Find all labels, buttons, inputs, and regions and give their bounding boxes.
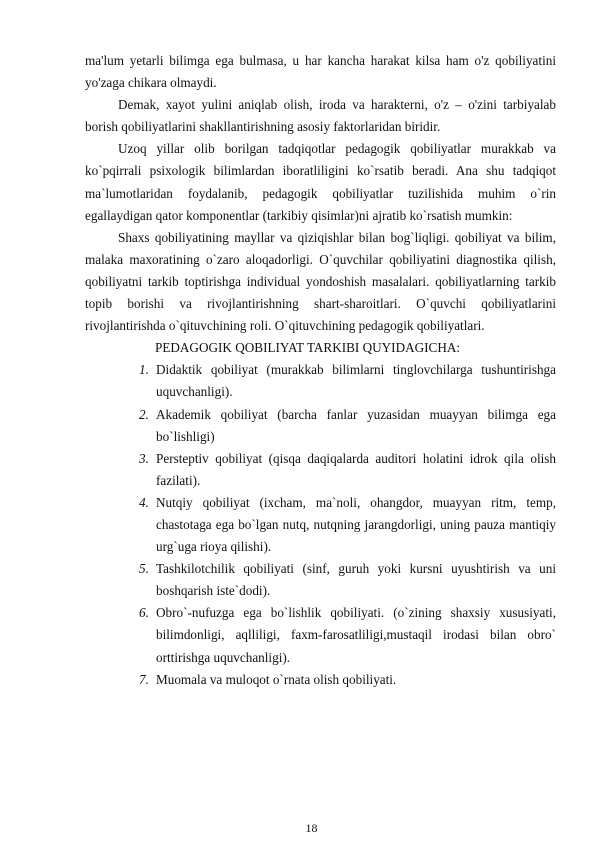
- list-number: 3.: [139, 450, 149, 466]
- list-item: [139, 404, 556, 448]
- list-item: [139, 669, 556, 691]
- paragraph-1: ma'lum yetarli bilimga ega bulmasa, u har kancha harakat kilsa ham o'z qobiliyatini yo'zaga chikara olmaydi.: [85, 53, 556, 91]
- list-item: [139, 492, 556, 558]
- list-text: Didaktik qobiliyat (murakkab bilimlarni tinglovchilarga tushuntirishga uquvchanligi).: [156, 362, 556, 400]
- list-item: [139, 359, 556, 403]
- list-text: Persteptiv qobiliyat (qisqa daqiqalarda auditori holatini idrok qila olish fazilati).: [156, 450, 556, 488]
- list-number: 6.: [139, 605, 149, 621]
- list-text: Tashkilotchilik qobiliyati (sinf, guruh yoki kursni uyushtirish va uni boshqarish iste`dodi).: [156, 561, 556, 599]
- list-item: [139, 448, 556, 492]
- ability-list: [85, 359, 556, 690]
- list-text: Muomala va muloqot o`rnata olish qobiliyati.: [156, 671, 397, 687]
- list-number: 2.: [139, 406, 149, 422]
- paragraph-3: Uzoq yillar olib borilgan tadqiqotlar pedagogik qobiliyatlar murakkab va ko`pqirrali psixologik bilimlardan iboratliligini ko`rsatib beradi. Ana shu tadqiqot ma`lumotlaridan foydalanib, pedagogik qobiliyatlar tuzilishida muhim o`rin egallaydigan qator komponentlar (tarkibiy qisimlar)ni ajratib ko`rsatish mumkin:: [85, 141, 556, 223]
- list-number: 1.: [139, 362, 149, 378]
- list-text: Akademik qobiliyat (barcha fanlar yuzasidan muayyan bilimga ega bo`lishligi): [156, 406, 556, 444]
- list-text: Obro`-nufuzga ega bo`lishlik qobiliyati. (o`zining shaxsiy xususiyati, bilimdonligi, aqlliligi, faxm-farosatliligi,mustaqil irodasi bilan obro` orttirishga uquvchanligi).: [156, 605, 556, 665]
- list-item: [139, 602, 556, 668]
- paragraph-4: Shaxs qobiliyatining mayllar va qiziqishlar bilan bog`liqligi. qobiliyat va bilim, malaka maxoratining o`zaro aloqadorligi. O`quvchilar qobiliyatini diagnostika qilish, qobiliyatni tarkib toptirishga individual yondoshish masalalari. qobiliyatlarning tarkib topib borishi va rivojlantirishning shart-sharoitlari. O`quvchi qobiliyatlarini rivojlantirishda o`qituvchining roli. O`qituvchining pedagogik qobiliyatlari.: [85, 229, 556, 334]
- list-number: 5.: [139, 561, 149, 577]
- list-number: 7.: [139, 671, 149, 687]
- list-text: Nutqiy qobiliyat (ixcham, ma`noli, ohangdor, muayyan ritm, temp, chastotaga ega bo`lgan nutq, nutqning jarangdorligi, uning pauza mantiqiy urg`uga rioya qilishi).: [156, 494, 556, 555]
- list-number: 4.: [139, 494, 149, 510]
- paragraph-2: Demak, xayot yulini aniqlab olish, iroda va harakterni, o'z – o'zini tarbiyalab borish qobiliyatlarini shakllantirishning asosiy faktorlaridan biridir.: [85, 97, 556, 135]
- list-item: [139, 558, 556, 602]
- page-number: 18: [305, 821, 318, 835]
- section-heading: PEDAGOGIK QOBILIYAT TARKIBI QUYIDAGICHA:: [155, 340, 461, 356]
- document-page: [85, 50, 556, 691]
